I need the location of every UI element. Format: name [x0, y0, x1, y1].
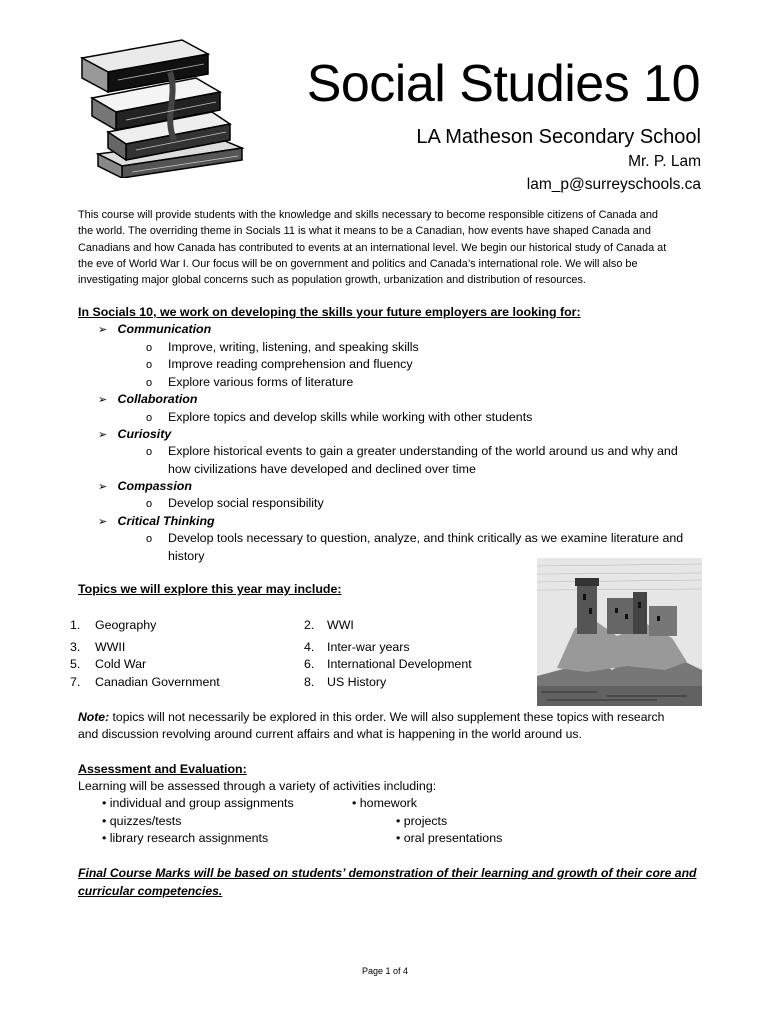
- note-text: and discussion revolving around current affairs and what is happening in the world around us.: [78, 727, 582, 742]
- page-number: Page 1 of 4: [361, 966, 409, 976]
- sub-bullet: o: [146, 498, 153, 510]
- skill-detail: Develop tools necessary to question, analyze, and think critically as we examine literature and: [168, 531, 684, 545]
- topic-label: Geography: [95, 618, 157, 632]
- topics-heading: Topics we will explore this year may include:: [78, 582, 342, 596]
- skill-detail: Explore topics and develop skills while working with other students: [168, 410, 533, 424]
- topic-number: 4.: [304, 640, 315, 654]
- assessment-item: • homework: [352, 796, 417, 810]
- assessment-item: • individual and group assignments: [102, 796, 294, 810]
- assessment-item: • quizzes/tests: [102, 814, 182, 828]
- school-name: LA Matheson Secondary School: [416, 126, 701, 148]
- sub-bullet: o: [146, 446, 153, 458]
- sub-bullet: o: [146, 359, 153, 371]
- skill-detail: Improve reading comprehension and fluency: [168, 357, 413, 371]
- topic-label: International Development: [327, 657, 472, 671]
- skill-label: Critical Thinking: [117, 514, 215, 528]
- assessment-item: • projects: [396, 814, 448, 828]
- skill-label: Communication: [117, 322, 212, 336]
- sub-bullet: o: [146, 342, 153, 354]
- arrow-bullet-icon: ➢: [98, 481, 108, 493]
- sub-bullet: o: [146, 412, 153, 424]
- arrow-bullet-icon: ➢: [98, 429, 108, 441]
- arrow-bullet-icon: ➢: [98, 394, 108, 406]
- skill-curiosity: [98, 426, 171, 444]
- teacher-email: lam_p@surreyschools.ca: [526, 176, 701, 193]
- skills-heading: In Socials 10, we work on developing the skills your future employers are looking for:: [78, 305, 581, 319]
- page-title: Social Studies 10: [306, 55, 700, 113]
- skill-compassion: [98, 478, 192, 496]
- course-description: [78, 207, 702, 288]
- books-illustration: [78, 36, 246, 178]
- intro-line: investigating major global concerns such as population growth, urbanization and distribution of resources.: [78, 274, 586, 287]
- sub-bullet: o: [146, 533, 153, 545]
- note-paragraph: [78, 709, 702, 744]
- topic-number: 1.: [70, 618, 81, 632]
- intro-line: This course will provide students with the knowledge and skills necessary to become responsible citizens of Canada and: [78, 209, 658, 221]
- teacher-name: Mr. P. Lam: [628, 153, 701, 170]
- topic-number: 2.: [304, 618, 315, 632]
- skill-detail: Explore various forms of literature: [168, 375, 354, 389]
- skill-detail: Improve, writing, listening, and speaking skills: [168, 340, 419, 354]
- sub-bullet: o: [146, 377, 153, 389]
- skill-collaboration: [98, 391, 197, 409]
- skill-detail: how civilizations have developed and declined over time: [168, 462, 476, 476]
- note-label: Note:: [78, 710, 110, 724]
- skill-label: Curiosity: [117, 427, 172, 441]
- topic-label: US History: [327, 675, 387, 689]
- skill-label: Compassion: [117, 479, 192, 493]
- skill-critical-thinking: [98, 513, 215, 531]
- topic-number: 5.: [70, 657, 81, 671]
- topic-label: WWII: [95, 640, 126, 654]
- assessment-heading: Assessment and Evaluation:: [78, 762, 247, 776]
- topic-number: 8.: [304, 675, 315, 689]
- topic-label: Cold War: [95, 657, 147, 671]
- final-marks-statement: Final Course Marks will be based on students’ demonstration of their learning and growth of their core and curricular competencies.: [78, 866, 697, 898]
- assessment-intro: Learning will be assessed through a variety of activities including:: [78, 779, 437, 793]
- topic-label: WWI: [327, 618, 354, 632]
- topic-number: 3.: [70, 640, 81, 654]
- note-text: topics will not necessarily be explored in this order. We will also supplement these topics with research: [109, 710, 665, 724]
- castle-illustration: [537, 558, 702, 706]
- topic-number: 6.: [304, 657, 315, 671]
- skill-detail: history: [168, 549, 205, 563]
- arrow-bullet-icon: ➢: [98, 324, 108, 336]
- arrow-bullet-icon: ➢: [98, 516, 108, 528]
- skill-detail: Explore historical events to gain a greater understanding of the world around us and why and: [168, 444, 678, 458]
- assessment-item: • oral presentations: [396, 831, 503, 845]
- skill-communication: [98, 321, 211, 339]
- skill-label: Collaboration: [117, 392, 198, 406]
- intro-line: the eve of World War I. Our focus will be on government and politics and Canada’s international role. We will also be: [78, 257, 638, 270]
- assessment-item: • library research assignments: [102, 831, 269, 845]
- intro-line: Canadians and how Canada has contributed to events at an international level. We begin our historical study of Canada at: [78, 241, 667, 254]
- topic-label: Inter-war years: [327, 640, 410, 654]
- topic-label: Canadian Government: [95, 675, 220, 689]
- intro-line: the world. The overriding theme in Socials 11 is what it means to be a Canadian, how events have shaped Canada and: [78, 225, 651, 238]
- skill-detail: Develop social responsibility: [168, 496, 324, 510]
- topic-number: 7.: [70, 675, 81, 689]
